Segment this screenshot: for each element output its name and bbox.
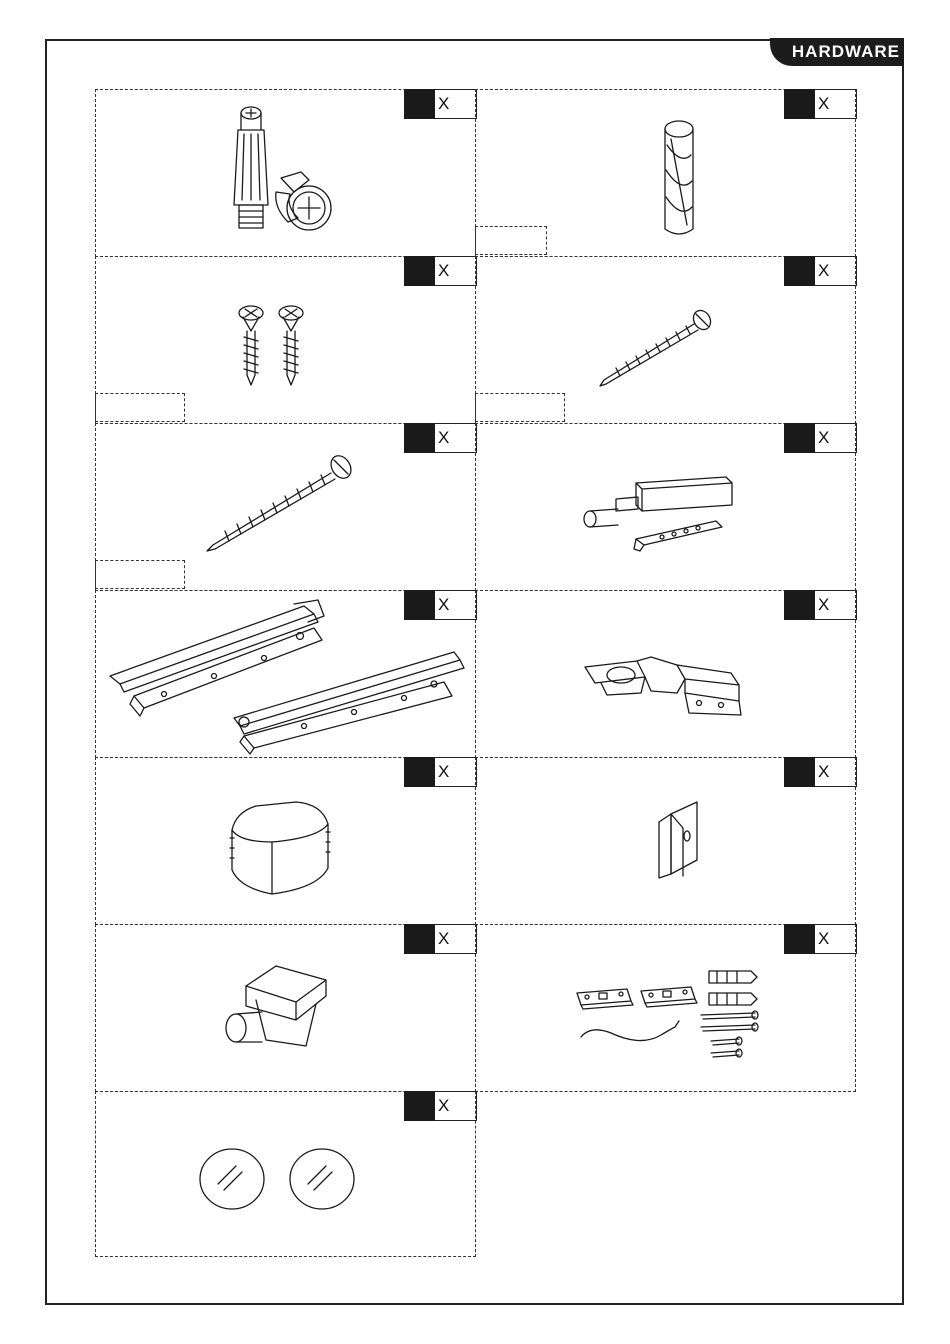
quantity-fill-box [784, 89, 815, 119]
quantity-fill-box [784, 423, 815, 453]
quantity-label: X [435, 423, 477, 453]
quantity-box[interactable] [784, 423, 857, 453]
adhesive-pad-icon [196, 1144, 361, 1214]
section-title: HARDWARE [791, 42, 900, 61]
quantity-fill-box [404, 1091, 435, 1121]
part-cell-corner-bracket [475, 757, 856, 925]
quantity-box[interactable] [404, 256, 477, 286]
quantity-box[interactable] [404, 423, 477, 453]
quantity-label: X [435, 757, 477, 787]
quantity-label: X [815, 256, 857, 286]
longer-screw-icon [201, 449, 361, 559]
quantity-fill-box [404, 757, 435, 787]
shelf-support-icon [216, 960, 336, 1055]
quantity-box[interactable] [404, 1091, 477, 1121]
part-cell-shelf-support [95, 924, 476, 1092]
part-cell-hinge [475, 590, 856, 758]
part-cell-rubber-bumper [95, 757, 476, 925]
quantity-label: X [815, 423, 857, 453]
quantity-label: X [435, 590, 477, 620]
part-cell-wooden-dowel [475, 89, 856, 257]
quantity-box[interactable] [784, 89, 857, 119]
part-cell-cam-lock [95, 89, 476, 257]
quantity-box[interactable] [784, 924, 857, 954]
quantity-label: X [815, 89, 857, 119]
wooden-dowel-icon [651, 115, 711, 245]
cam-lock-icon [206, 100, 346, 240]
quantity-label: X [435, 1091, 477, 1121]
drawer-slide-icon [104, 596, 469, 756]
count-label-box[interactable] [475, 393, 565, 422]
quantity-label: X [435, 924, 477, 954]
quantity-box[interactable] [784, 757, 857, 787]
part-cell-longer-screw [95, 423, 476, 591]
quantity-label: X [815, 757, 857, 787]
hinge-icon [581, 653, 751, 723]
count-label-box[interactable] [95, 560, 185, 589]
quantity-fill-box [404, 423, 435, 453]
quantity-label: X [815, 590, 857, 620]
wall-anchor-kit-icon [571, 965, 771, 1075]
quantity-fill-box [784, 757, 815, 787]
quantity-box[interactable] [784, 256, 857, 286]
quantity-box[interactable] [404, 89, 477, 119]
long-screw-icon [596, 302, 721, 392]
short-screw-icon [231, 297, 321, 392]
push-latch-icon [576, 469, 756, 559]
quantity-box[interactable] [404, 924, 477, 954]
quantity-label: X [435, 89, 477, 119]
corner-bracket-icon [651, 798, 711, 883]
quantity-fill-box [404, 89, 435, 119]
part-cell-short-screws [95, 256, 476, 424]
part-cell-long-screw [475, 256, 856, 424]
part-cell-push-latch [475, 423, 856, 591]
quantity-fill-box [404, 256, 435, 286]
part-cell-adhesive-pads [95, 1091, 476, 1257]
quantity-fill-box [784, 924, 815, 954]
quantity-fill-box [784, 256, 815, 286]
part-cell-drawer-slides [95, 590, 476, 758]
quantity-box[interactable] [784, 590, 857, 620]
quantity-fill-box [404, 924, 435, 954]
quantity-label: X [435, 256, 477, 286]
bumper-icon [226, 798, 336, 898]
part-cell-wall-anchor-kit [475, 924, 856, 1092]
quantity-fill-box [784, 590, 815, 620]
section-tab [770, 38, 904, 66]
count-label-box[interactable] [475, 226, 547, 255]
count-label-box[interactable] [95, 393, 185, 422]
quantity-label: X [815, 924, 857, 954]
quantity-box[interactable] [404, 757, 477, 787]
